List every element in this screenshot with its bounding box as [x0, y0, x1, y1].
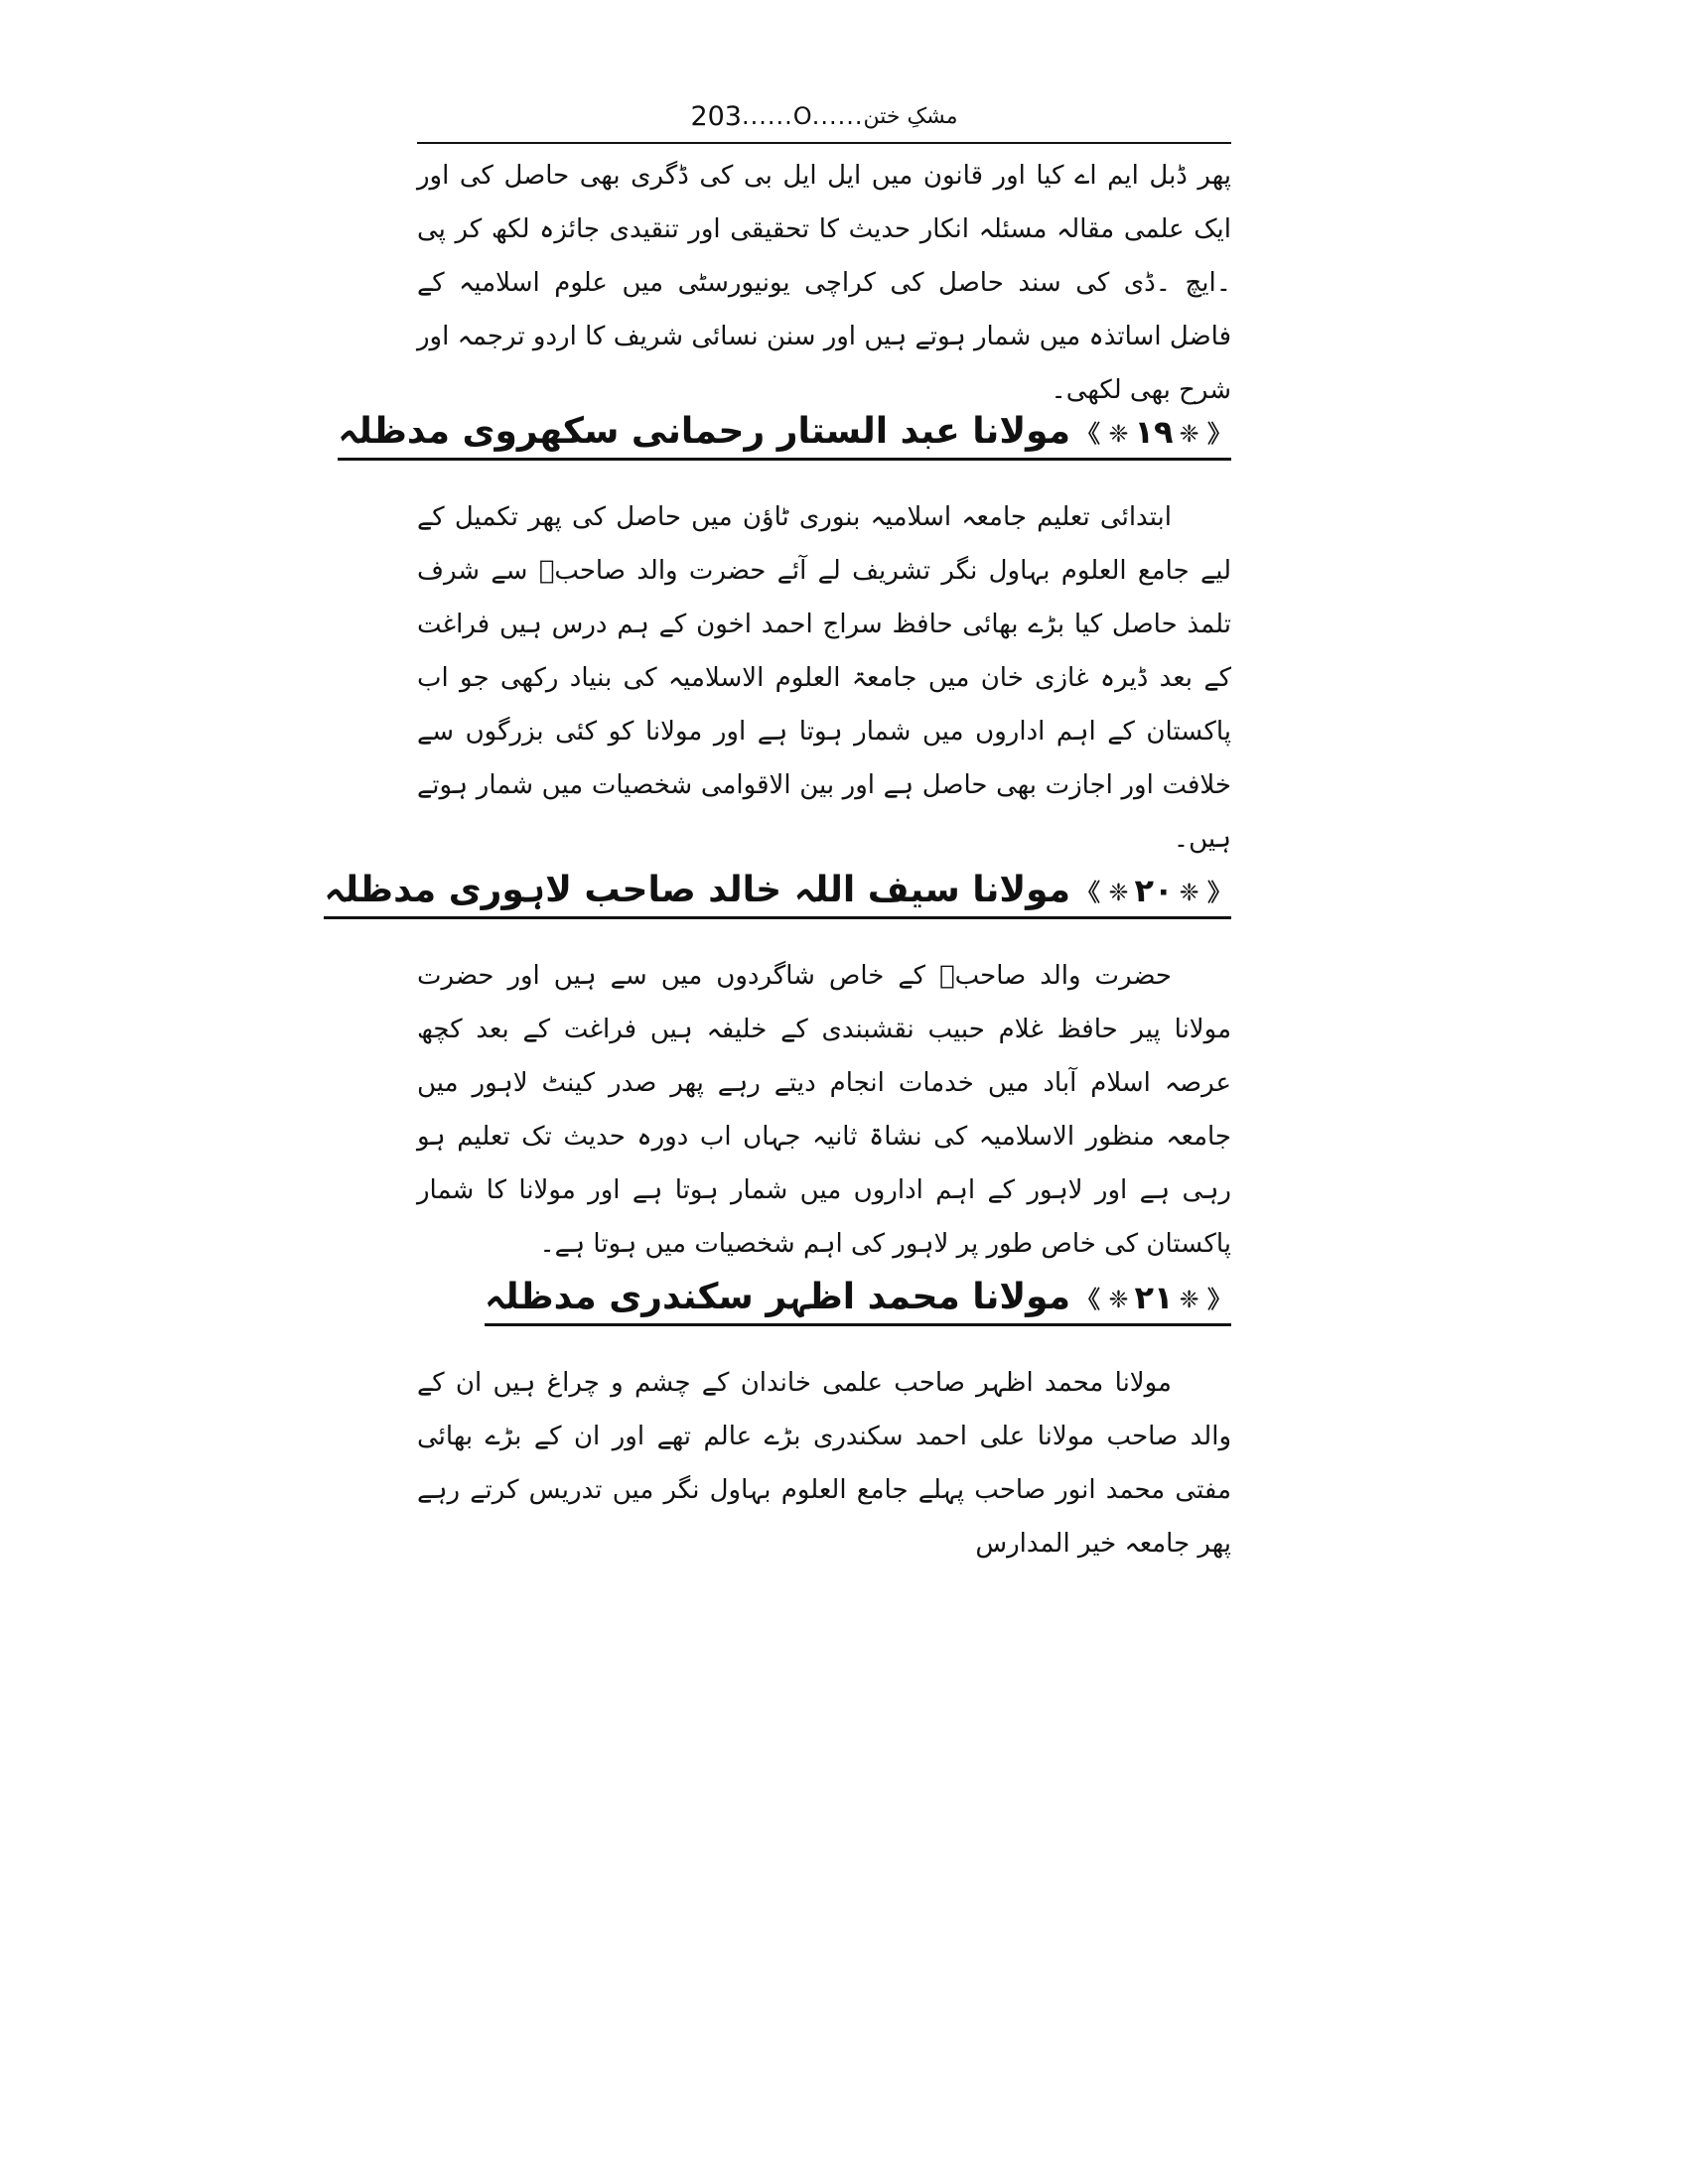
page-number: 203	[690, 100, 742, 132]
ornament-close-icon: ❈ 》	[1076, 1286, 1129, 1313]
heading-number: ۱۹	[1134, 412, 1174, 451]
paragraph-19	[417, 490, 1231, 866]
header-rule	[417, 142, 1231, 144]
heading-text: مولانا محمد اظہر سکندری مدظلہ	[484, 1277, 1070, 1317]
section-heading-19	[338, 411, 1231, 461]
paragraph-text: ابتدائی تعلیم جامعہ اسلامیہ بنوری ٹاؤن میں حاصل کی پھر تکمیل کے لیے جامع العلوم بہاول نگر تشریف لے آئے حضرت والد صاحبؒ سے شرف تلمذ حاصل کیا بڑے بھائی حافظ سراج احمد اخون کے ہم درس ہیں فراغت کے بعد ڈیرہ غازی خان میں جامعۃ العلوم الاسلامیہ کی بنیاد رکھی جو اب پاکستان کے اہم اداروں میں شمار ہوتا ہے اور مولانا کو کئی بزرگوں سے خلافت اور اجازت بھی حاصل ہے اور بین الاقوامی شخصیات میں شمار ہوتے ہیں۔	[417, 502, 1231, 854]
paragraph-text: پھر ڈبل ایم اے کیا اور قانون میں ایل ایل بی کی ڈگری بھی حاصل کی اور ایک علمی مقالہ مسئلہ انکار حدیث کا تحقیقی اور تنقیدی جائزہ لکھ کر پی ۔ایچ ۔ڈی کی سند حاصل کی کراچی یونیورسٹی میں علوم اسلامیہ کے فاضل اساتذہ میں شمار ہوتے ہیں اور سنن نسائی شریف کا اردو ترجمہ اور شرح بھی لکھی۔	[417, 161, 1231, 405]
heading-number: ۲۰	[1134, 871, 1174, 909]
heading-text: مولانا سیف اللہ خالد صاحب لاہوری مدظلہ	[324, 870, 1070, 910]
header-separator: ......O......	[742, 102, 864, 130]
heading-number: ۲۱	[1134, 1278, 1174, 1316]
paragraph-continuation	[417, 149, 1231, 417]
book-title: مشکِ ختن	[863, 103, 958, 129]
paragraph-20	[417, 949, 1231, 1271]
section-heading-20	[324, 870, 1231, 919]
heading-text: مولانا عبد الستار رحمانی سکھروی مدظلہ	[338, 411, 1070, 452]
section-heading-21	[485, 1277, 1231, 1326]
paragraph-text: مولانا محمد اظہر صاحب علمی خاندان کے چشم و چراغ ہیں ان کے والد صاحب مولانا علی احمد سکندری بڑے عالم تھے اور ان کے بڑے بھائی مفتی محمد انور صاحب پہلے جامع العلوم بہاول نگر میں تدریس کرتے رہے پھر جامعہ خیر المدارس	[417, 1368, 1231, 1559]
ornament-open-icon: 《 ❈	[1179, 879, 1231, 906]
ornament-close-icon: ❈ 》	[1076, 420, 1129, 448]
ornament-open-icon: 《 ❈	[1179, 420, 1231, 448]
ornament-open-icon: 《 ❈	[1179, 1286, 1231, 1313]
paragraph-text: حضرت والد صاحبؒ کے خاص شاگردوں میں سے ہیں اور حضرت مولانا پیر حافظ غلام حبیب نقشبندی کے خلیفہ ہیں فراغت کے بعد کچھ عرصہ اسلام آباد میں خدمات انجام دیتے رہے پھر صدر کینٹ لاہور میں جامعہ منظور الاسلامیہ کی نشاۃ ثانیہ جہاں اب دورہ حدیث تک تعلیم ہو رہی ہے اور لاہور کے اہم اداروں میں شمار ہوتا ہے اور مولانا کا شمار پاکستان کی خاص طور پر لاہور کی اہم شخصیات میں ہوتا ہے۔	[417, 961, 1231, 1259]
ornament-close-icon: ❈ 》	[1076, 879, 1129, 906]
paragraph-21	[417, 1356, 1231, 1570]
running-header	[417, 95, 1231, 137]
